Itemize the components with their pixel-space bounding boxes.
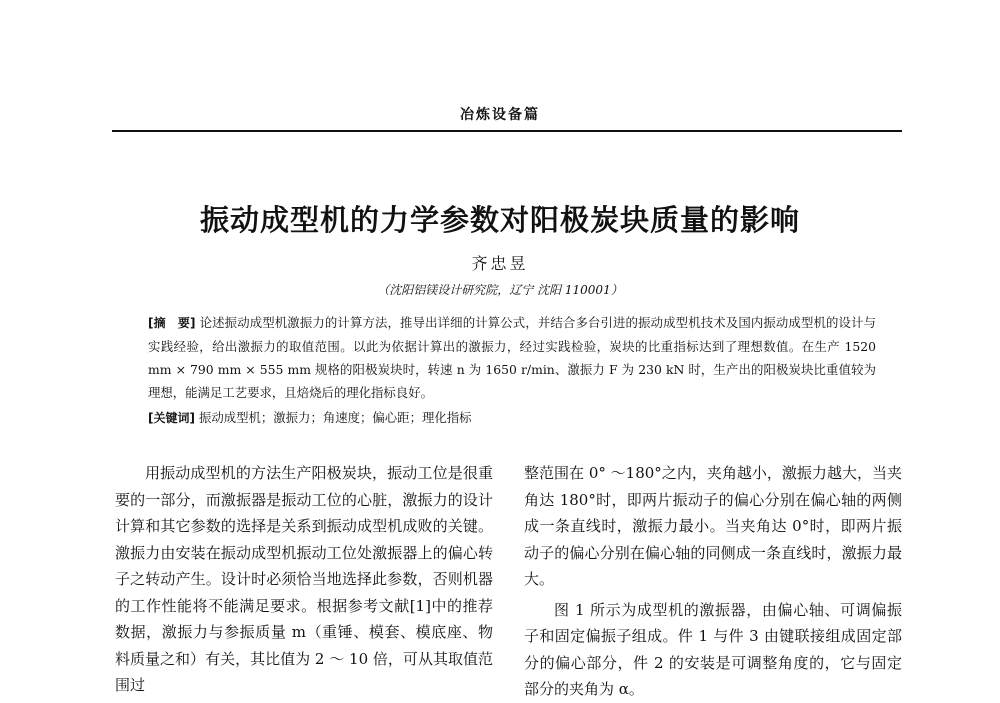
abstract-label: [摘 要]: [148, 316, 196, 330]
body-left-column: [115, 460, 493, 699]
keywords-text: 振动成型机；激振力；角速度；偏心距；理化指标: [198, 410, 472, 425]
author-name: 齐忠昱: [471, 254, 529, 273]
paragraph: 整范围在 0° ～180°之内，夹角越小，激振力越大，当夹角达 180°时，即两片振动子的偏心分别在偏心轴的两侧成一条直线时，激振力最小。当夹角达 0°时，即两片振动子的偏心分别在偏心轴的同侧成一条直线时，激振力最大。: [524, 464, 902, 588]
paragraph: 图 1 所示为成型机的激振器，由偏心轴、可调偏振子和固定偏振子组成。件 1 与件 3 由键联接组成固定部分的偏心部分，件 2 的安装是可调整角度的，它与固定部分的夹角为 α。: [524, 600, 902, 698]
section-header: 冶炼设备篇: [460, 107, 540, 123]
body-right-column: [524, 460, 902, 703]
keywords: [148, 408, 876, 428]
keywords-label: [关键词]: [148, 411, 195, 425]
abstract-text: 论述振动成型机激振力的计算方法，推导出详细的计算公式，并结合多台引进的振动成型机技术及国内振动成型机的设计与实践经验，给出激振力的取值范围。以此为依据计算出的激振力，经过实践检验，炭块的比重指标达到了理想数值。在生产 1520 mm × 790 mm × 555 mm 规格的阳极炭块时，转速 n 为 1650 r/min、激振力 F 为 230 kN 时，生产出的阳极炭块比重值较为理想，能满足工艺要求，且焙烧后的理化指标良好。: [148, 315, 876, 400]
header-rule: [112, 130, 902, 132]
article-title: 振动成型机的力学参数对阳极炭块质量的影响: [199, 203, 800, 237]
abstract: [148, 311, 876, 404]
author-affiliation: （沈阳铝镁设计研究院，辽宁 沈阳 110001）: [377, 283, 623, 297]
paragraph: 用振动成型机的方法生产阳极炭块，振动工位是很重要的一部分，而激振器是振动工位的心脏，激振力的设计计算和其它参数的选择是关系到振动成型机成败的关键。激振力由安装在振动成型机振动工位处激振器上的偏心转子之转动产生。设计时必须恰当地选择此参数，否则机器的工作性能将不能满足要求。根据参考文献[1]中的推荐数据，激振力与参振质量 m（重锤、模套、模底座、物料质量之和）有关，其比值为 2 ～ 10 倍，可从其取值范围过: [115, 464, 493, 694]
